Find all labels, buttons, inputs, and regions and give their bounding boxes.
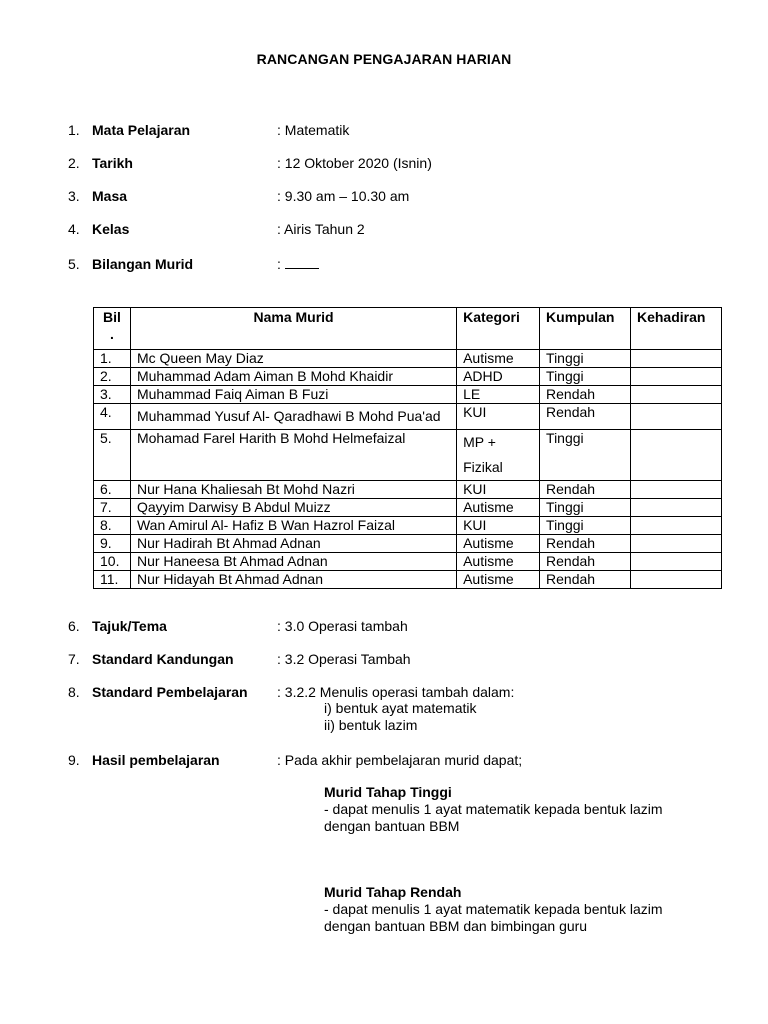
cell-kategori: ADHD (457, 368, 540, 386)
field-label: Hasil pembelajaran (92, 752, 220, 768)
cell-nama: Nur Haneesa Bt Ahmad Adnan (130, 553, 456, 571)
field-number: 5. (68, 256, 80, 272)
cell-kehadiran (630, 535, 721, 553)
cell-nama: Mc Queen May Diaz (130, 350, 456, 368)
cell-nama: Wan Amirul Al- Hafiz B Wan Hazrol Faizal (130, 517, 456, 535)
cell-nama: Muhammad Faiq Aiman B Fuzi (130, 386, 456, 404)
cell-kehadiran (630, 553, 721, 571)
header-kumpulan: Kumpulan (540, 308, 631, 350)
cell-nama: Qayyim Darwisy B Abdul Muizz (130, 499, 456, 517)
field-number: 9. (68, 752, 80, 768)
cell-kehadiran (630, 499, 721, 517)
header-nama-murid: Nama Murid (130, 308, 456, 350)
cell-kategori: LE (457, 386, 540, 404)
outcome-rendah-heading: Murid Tahap Rendah (324, 884, 462, 900)
table-row (94, 386, 722, 404)
field-colon: : (277, 256, 281, 272)
cell-nama: Muhammad Yusuf Al- Qaradhawi B Mohd Pua'ad (130, 404, 456, 430)
cell-bil: 1. (94, 350, 131, 368)
header-kehadiran: Kehadiran (630, 308, 721, 350)
field-number: 1. (68, 122, 80, 138)
field-value: : 3.0 Operasi tambah (277, 618, 408, 634)
cell-kehadiran (630, 481, 721, 499)
page-title: RANCANGAN PENGAJARAN HARIAN (256, 51, 512, 67)
standard-item: ii) bentuk lazim (324, 717, 418, 733)
cell-nama: Nur Hidayah Bt Ahmad Adnan (130, 571, 456, 589)
field-label: Standard Kandungan (92, 651, 234, 667)
table-row (94, 430, 722, 481)
cell-kumpulan: Tinggi (540, 430, 631, 481)
cell-bil: 4. (94, 404, 131, 430)
outcome-tinggi-line: - dapat menulis 1 ayat matematik kepada bentuk lazim (324, 801, 663, 817)
cell-nama: Nur Hana Khaliesah Bt Mohd Nazri (130, 481, 456, 499)
table-row (94, 571, 722, 589)
table-row (94, 368, 722, 386)
cell-kehadiran (630, 350, 721, 368)
field-label: Bilangan Murid (92, 256, 194, 272)
field-number: 4. (68, 221, 80, 237)
cell-kumpulan: Tinggi (540, 350, 631, 368)
field-number: 3. (68, 188, 80, 204)
field-label: Kelas (92, 221, 130, 237)
cell-kategori: KUI (457, 517, 540, 535)
cell-kumpulan: Rendah (540, 571, 631, 589)
cell-bil: 11. (94, 571, 131, 589)
cell-kumpulan: Rendah (540, 386, 631, 404)
cell-kumpulan: Tinggi (540, 517, 631, 535)
field-number: 8. (68, 684, 80, 700)
cell-kategori: KUI (457, 481, 540, 499)
cell-kategori: Autisme (457, 571, 540, 589)
cell-bil: 8. (94, 517, 131, 535)
cell-kumpulan: Rendah (540, 535, 631, 553)
cell-bil: 3. (94, 386, 131, 404)
table-row (94, 350, 722, 368)
cell-bil: 9. (94, 535, 131, 553)
field-label: Mata Pelajaran (92, 122, 191, 138)
field-value (277, 254, 319, 274)
standard-item: i) bentuk ayat matematik (324, 700, 477, 716)
field-label: Tarikh (92, 155, 133, 171)
outcome-tinggi-heading: Murid Tahap Tinggi (324, 784, 452, 800)
field-number: 2. (68, 155, 80, 171)
cell-nama: Muhammad Adam Aiman B Mohd Khaidir (130, 368, 456, 386)
cell-kategori: MP + Fizikal (457, 430, 540, 481)
cell-kategori: Autisme (457, 553, 540, 571)
cell-bil: 6. (94, 481, 131, 499)
table-header-row (94, 308, 722, 350)
student-table (93, 307, 722, 589)
field-value: : Pada akhir pembelajaran murid dapat; (277, 752, 523, 768)
table-row (94, 404, 722, 430)
blank-line (285, 256, 319, 269)
cell-kategori: KUI (457, 404, 540, 430)
field-value: : Matematik (277, 122, 350, 138)
cell-nama: Mohamad Farel Harith B Mohd Helmefaizal (130, 430, 456, 481)
field-label: Tajuk/Tema (92, 618, 167, 634)
outcome-tinggi-line: dengan bantuan BBM (324, 818, 460, 834)
cell-kehadiran (630, 430, 721, 481)
field-label: Masa (92, 188, 128, 204)
cell-nama: Nur Hadirah Bt Ahmad Adnan (130, 535, 456, 553)
cell-kumpulan: Tinggi (540, 368, 631, 386)
table-row (94, 481, 722, 499)
cell-bil: 10. (94, 553, 131, 571)
field-value: : Airis Tahun 2 (277, 221, 365, 237)
cell-kumpulan: Rendah (540, 553, 631, 571)
cell-bil: 2. (94, 368, 131, 386)
header-kategori: Kategori (457, 308, 540, 350)
field-value: : 3.2 Operasi Tambah (277, 651, 411, 667)
cell-kehadiran (630, 368, 721, 386)
cell-kumpulan: Rendah (540, 481, 631, 499)
cell-kumpulan: Rendah (540, 404, 631, 430)
table-row (94, 499, 722, 517)
cell-kehadiran (630, 386, 721, 404)
cell-bil: 5. (94, 430, 131, 481)
cell-kumpulan: Tinggi (540, 499, 631, 517)
cell-kehadiran (630, 571, 721, 589)
table-row (94, 517, 722, 535)
field-value: : 9.30 am – 10.30 am (277, 188, 410, 204)
cell-bil: 7. (94, 499, 131, 517)
cell-kehadiran (630, 517, 721, 535)
field-number: 6. (68, 618, 80, 634)
outcome-rendah-line: - dapat menulis 1 ayat matematik kepada bentuk lazim (324, 901, 663, 917)
field-value: : 3.2.2 Menulis operasi tambah dalam: (277, 684, 515, 700)
header-bil: Bil . (94, 308, 131, 350)
field-number: 7. (68, 651, 80, 667)
cell-kategori: Autisme (457, 499, 540, 517)
outcome-rendah-line: dengan bantuan BBM dan bimbingan guru (324, 918, 588, 934)
table-row (94, 553, 722, 571)
table-row (94, 535, 722, 553)
field-label: Standard Pembelajaran (92, 684, 248, 700)
cell-kategori: Autisme (457, 350, 540, 368)
cell-kehadiran (630, 404, 721, 430)
cell-kategori: Autisme (457, 535, 540, 553)
field-value: : 12 Oktober 2020 (Isnin) (277, 155, 432, 171)
